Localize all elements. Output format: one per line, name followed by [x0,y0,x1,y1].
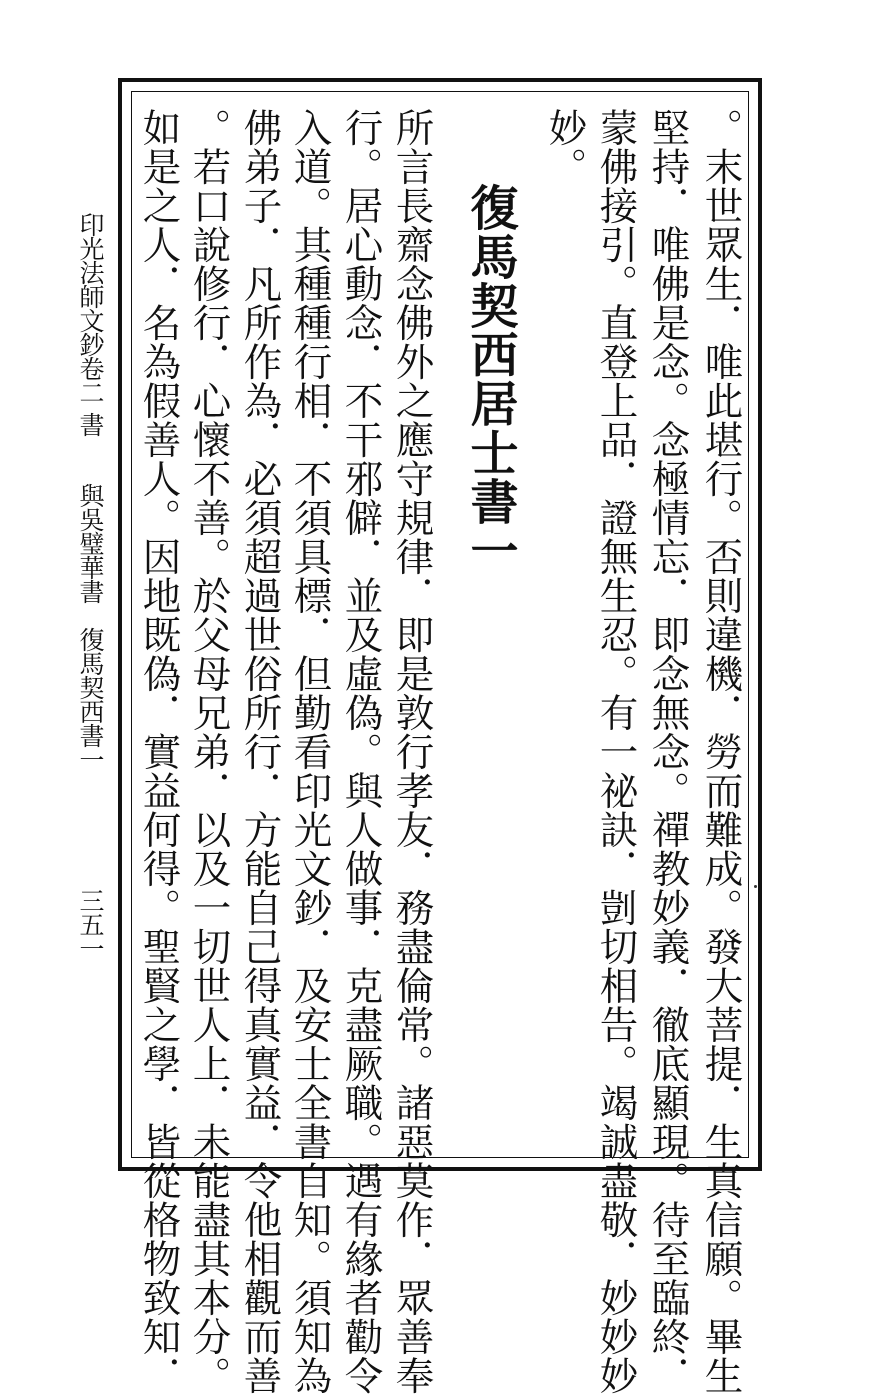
text-column-6: 行。居心動念．不干邪僻．並及虛偽。與人做事．克盡厥職。遇有緣者勸令 [338,108,384,1395]
running-head: 印光法師文鈔卷二 [76,212,105,404]
page-number: 三五一 [76,888,105,960]
text-column-8: 佛弟子．凡所作為．必須超過世俗所行．方能自己得真實益．令他相觀而善 [237,108,283,1395]
text-column-3: 蒙佛接引。直登上品．證無生忍。有一祕訣．剴切相告。竭誠盡敬．妙妙妙 [593,108,639,1395]
text-column-7: 入道。其種種行相．不須具標．但勤看印光文鈔．及安士全書自知。須知為 [287,108,333,1395]
text-column-5: 所言長齋念佛外之應守規律．即是敦行孝友．務盡倫常。諸惡莫作．眾善奉 [389,108,435,1395]
margin-mark [754,885,757,888]
text-column-4: 妙。 [542,108,588,186]
text-column-10: 如是之人．名為假善人。因地既偽．實益何得。聖賢之學．皆從格物致知． [136,108,182,1395]
running-head-subtitle: 與吳璧華書 復馬契西書一 [76,483,105,771]
text-column-9: 。若口說修行．心懷不善。於父母兄弟．以及一切世人上．未能盡其本分。 [186,108,232,1395]
letter-title: 復馬契西居士書一 [462,183,518,575]
running-head-section: 書 [76,412,105,436]
text-column-1: 。末世眾生．唯此堪行。否則違機．勞而難成。發大菩提．生真信願。畢生 [698,108,744,1395]
text-column-2: 堅持．唯佛是念。念極情忘．即念無念。禪教妙義．徹底顯現。待至臨終． [645,108,691,1395]
